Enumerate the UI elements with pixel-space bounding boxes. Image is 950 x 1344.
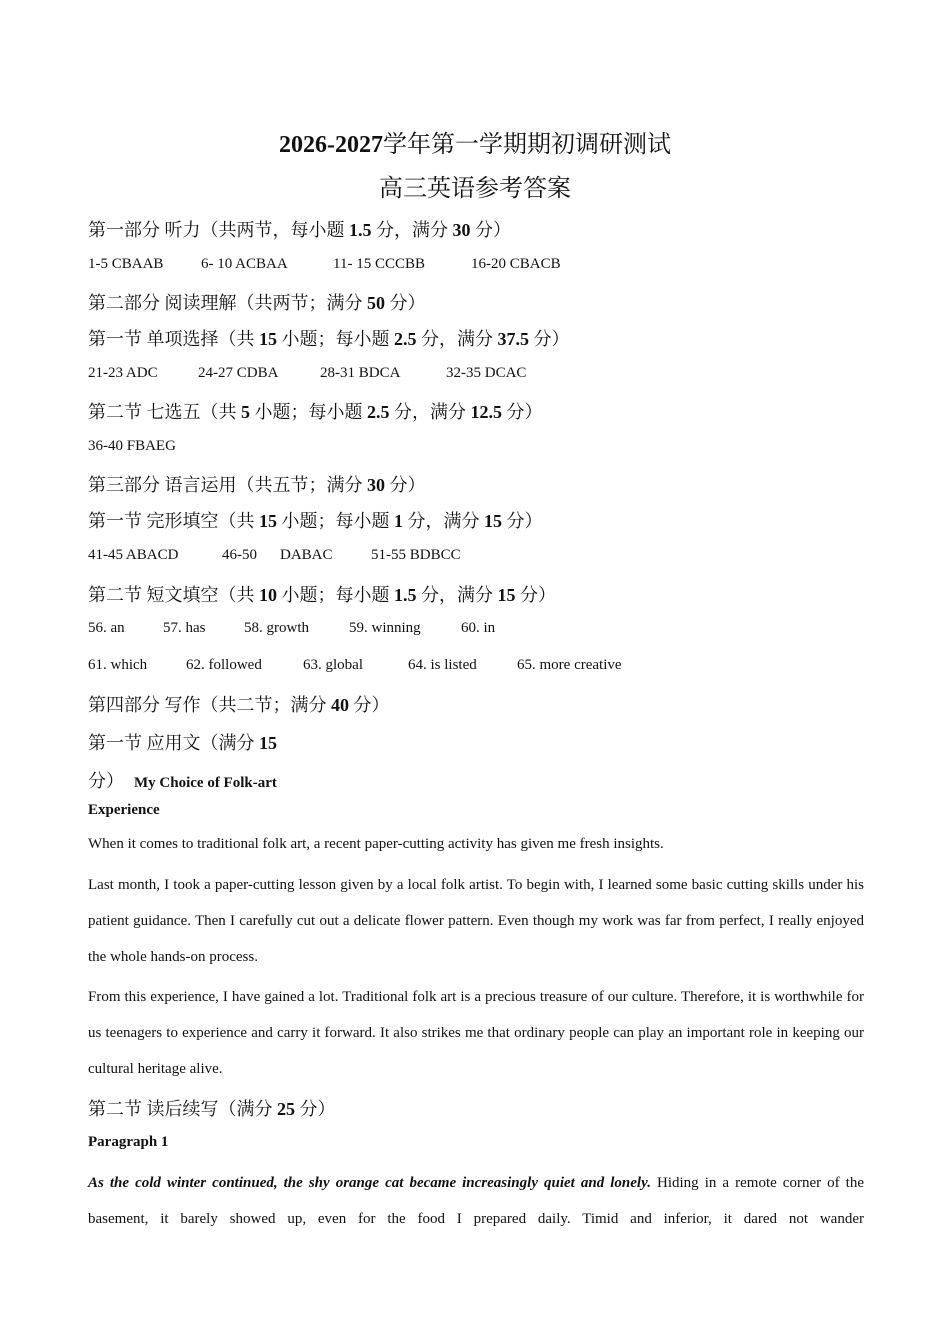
answer-group: 32-35 DCAC [446,365,527,381]
continuation-text: Hiding in a remote corner of the basement, it barely showed up, even for the food I prepared daily. Timid and inferior, it dared not wander [88,1175,865,1227]
part3-section2-answers-row2 [88,657,622,674]
answer-item: 57. has [163,620,206,636]
answer-item: 56. an [88,620,125,636]
part3-section1-answers [88,547,461,564]
part4-heading: 第四部分 写作（共二节；满分 40 分） [88,695,390,715]
essay-paragraph: When it comes to traditional folk art, a recent paper-cutting activity has given me fresh insights. [88,836,664,852]
part2-heading: 第二部分 阅读理解（共两节；满分 50 分） [88,293,426,313]
answer-item: 59. winning [349,620,421,636]
continuation-heading: Paragraph 1 [88,1134,169,1150]
part3-section2-answers-row1 [88,620,495,637]
title-rest: 学年第一学期期初调研测试 [383,132,671,158]
continuation-lead: As the cold winter continued, the shy orange cat became increasingly quiet and lonely. [88,1175,651,1191]
part3-heading: 第三部分 语言运用（共五节；满分 30 分） [88,475,426,495]
part2-section2-answers [88,438,176,455]
essay-paragraph: Last month, I took a paper-cutting lesson given by a local folk artist. To begin with, I learned some basic cutting skills under his patient guidance. Then I carefully cut out a delicate flower pattern. Even though my work was far from perfect, I really enjoyed the whole hands-on process. [88,877,864,965]
continuation-paragraph [88,1165,864,1237]
answer-item: 63. global [303,657,363,673]
part2-section1-answers [88,365,526,382]
part1-heading: 第一部分 听力（共两节，每小题 1.5 分，满分 30 分） [88,220,511,240]
answer-group: 21-23 ADC [88,365,158,381]
part4-section1-heading-wrap: 分） My Choice of Folk-art [88,771,277,791]
answer-group: 16-20 CBACB [471,256,561,272]
part2-section2-heading: 第二节 七选五（共 5 小题；每小题 2.5 分，满分 12.5 分） [88,402,543,422]
answer-group: 6- 10 ACBAA [201,256,288,272]
essay-title: My Choice of Folk-art [134,775,277,791]
answer-item: 58. growth [244,620,309,636]
part3-section2-heading: 第二节 短文填空（共 10 小题；每小题 1.5 分，满分 15 分） [88,585,556,605]
part4-section1-heading: 第一节 应用文（满分 15 [88,733,277,753]
page-title [0,124,950,159]
part3-section1-heading: 第一节 完形填空（共 15 小题；每小题 1 分，满分 15 分） [88,511,543,531]
answer-item: 60. in [461,620,496,636]
answer-group: 28-31 BDCA [320,365,401,381]
essay-paragraph: From this experience, I have gained a lot. Traditional folk art is a precious treasure of our culture. Therefore, it is worthwhile for us teenagers to experience and carry it forward. It also strikes me that ordinary people can play an important role in keeping our cultural heritage alive. [88,989,864,1077]
answer-item: 65. more creative [517,657,622,673]
answer-group: 24-27 CDBA [198,365,279,381]
answer-group: 41-45 ABACD [88,547,179,563]
answer-group: 46-50 [222,547,257,563]
answer-item: 61. which [88,657,148,673]
title-year: 2026-2027 [279,132,383,158]
answer-group: 11- 15 CCCBB [333,256,425,272]
page-subtitle: 高三英语参考答案 [379,176,571,202]
essay-heading: Experience [88,802,160,818]
answer-item: 62. followed [186,657,262,673]
part2-section1-heading: 第一节 单项选择（共 15 小题；每小题 2.5 分，满分 37.5 分） [88,329,570,349]
answer-group: DABAC [280,547,333,563]
answer-item: 64. is listed [408,657,477,673]
part1-answers [88,256,561,273]
answer-group: 51-55 BDBCC [371,547,461,563]
part4-section2-heading: 第二节 读后续写（满分 25 分） [88,1099,336,1119]
answer-group: 1-5 CBAAB [88,256,164,272]
answer-group: 36-40 FBAEG [88,438,176,454]
